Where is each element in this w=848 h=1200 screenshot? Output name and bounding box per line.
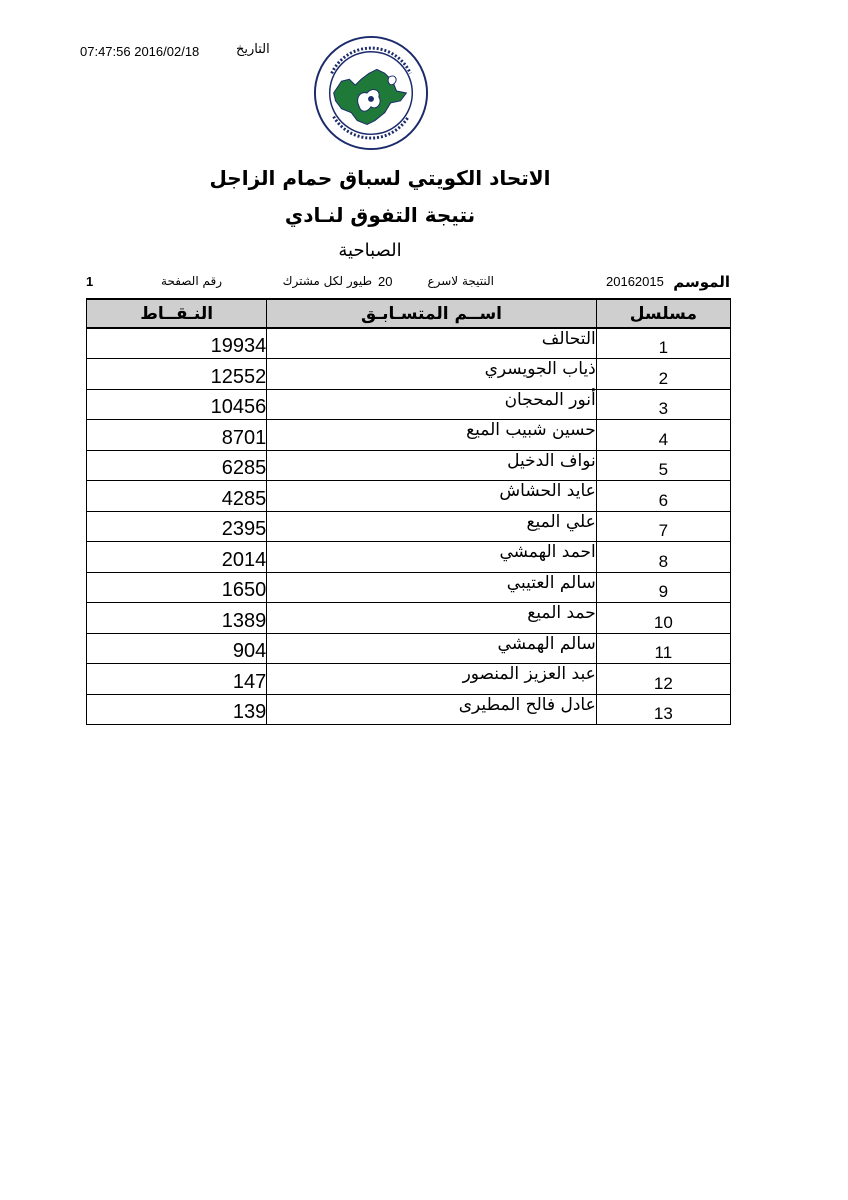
competitor-name-cell: ذياب الجويسري xyxy=(267,359,597,390)
competitor-name-cell: أنور المحجان xyxy=(267,389,597,420)
table-row xyxy=(87,420,731,451)
points-cell: 1389 xyxy=(87,603,267,634)
table-row xyxy=(87,481,731,512)
serial-cell: 10 xyxy=(596,603,730,634)
serial-cell: 2 xyxy=(596,359,730,390)
table-row xyxy=(87,511,731,542)
competitor-name-cell: عبد العزيز المنصور xyxy=(267,664,597,695)
serial-cell: 9 xyxy=(596,572,730,603)
results-table-body xyxy=(87,328,731,725)
table-row xyxy=(87,633,731,664)
points-cell: 10456 xyxy=(87,389,267,420)
competitor-name-cell: عايد الحشاش xyxy=(267,481,597,512)
serial-cell: 4 xyxy=(596,420,730,451)
table-row xyxy=(87,603,731,634)
table-row xyxy=(87,694,731,725)
table-row xyxy=(87,389,731,420)
points-cell: 19934 xyxy=(87,328,267,359)
table-row xyxy=(87,359,731,390)
result-count: 20 xyxy=(378,274,393,289)
competitor-name-cell: احمد الهمشي xyxy=(267,542,597,573)
competitor-name-cell: نواف الدخيل xyxy=(267,450,597,481)
serial-cell: 8 xyxy=(596,542,730,573)
points-column-header: النـقــاط xyxy=(87,299,267,328)
serial-cell: 6 xyxy=(596,481,730,512)
points-cell: 147 xyxy=(87,664,267,695)
page-number-label: رقم الصفحة xyxy=(161,274,222,288)
table-row xyxy=(87,542,731,573)
points-cell: 6285 xyxy=(87,450,267,481)
points-cell: 12552 xyxy=(87,359,267,390)
competitor-name-cell: عادل فالح المطيرى xyxy=(267,694,597,725)
table-row xyxy=(87,572,731,603)
points-cell: 904 xyxy=(87,633,267,664)
competitor-name-cell: سالم العتيبي xyxy=(267,572,597,603)
print-datetime: 07:47:56 2016/02/18 xyxy=(80,44,200,59)
serial-cell: 5 xyxy=(596,450,730,481)
competitor-name-cell: حسين شبيب الميع xyxy=(267,420,597,451)
competitor-name-cell: حمد الميع xyxy=(267,603,597,634)
points-cell: 8701 xyxy=(87,420,267,451)
table-row xyxy=(87,328,731,359)
table-header-row xyxy=(87,299,731,328)
date-label: التاريخ xyxy=(236,42,270,57)
serial-cell: 1 xyxy=(596,328,730,359)
table-row xyxy=(87,450,731,481)
competitor-name-cell: سالم الهمشي xyxy=(267,633,597,664)
serial-column-header: مسلسل xyxy=(596,299,730,328)
serial-cell: 7 xyxy=(596,511,730,542)
result-label: النتيجة لاسرع xyxy=(427,274,494,288)
serial-cell: 11 xyxy=(596,633,730,664)
points-cell: 4285 xyxy=(87,481,267,512)
competitor-name-cell: علي الميع xyxy=(267,511,597,542)
points-cell: 2395 xyxy=(87,511,267,542)
results-table xyxy=(86,298,731,725)
birds-per-member-label: طيور لكل مشترك xyxy=(282,274,372,288)
report-title: نتيجة التفوق لنـادي xyxy=(284,203,476,227)
season-label: الموسم xyxy=(673,273,730,291)
page-number: 1 xyxy=(86,274,94,289)
serial-cell: 13 xyxy=(596,694,730,725)
serial-cell: 12 xyxy=(596,664,730,695)
federation-name: الاتحاد الكويتي لسباق حمام الزاجل xyxy=(209,166,551,190)
points-cell: 1650 xyxy=(87,572,267,603)
points-cell: 2014 xyxy=(87,542,267,573)
table-row xyxy=(87,664,731,695)
serial-cell: 3 xyxy=(596,389,730,420)
name-column-header: اســم المتسـابـق xyxy=(267,299,597,328)
federation-logo xyxy=(312,34,430,152)
points-cell: 139 xyxy=(87,694,267,725)
season-value: 20162015 xyxy=(606,274,664,289)
competitor-name-cell: التحالف xyxy=(267,328,597,359)
club-name: الصباحية xyxy=(338,240,402,261)
